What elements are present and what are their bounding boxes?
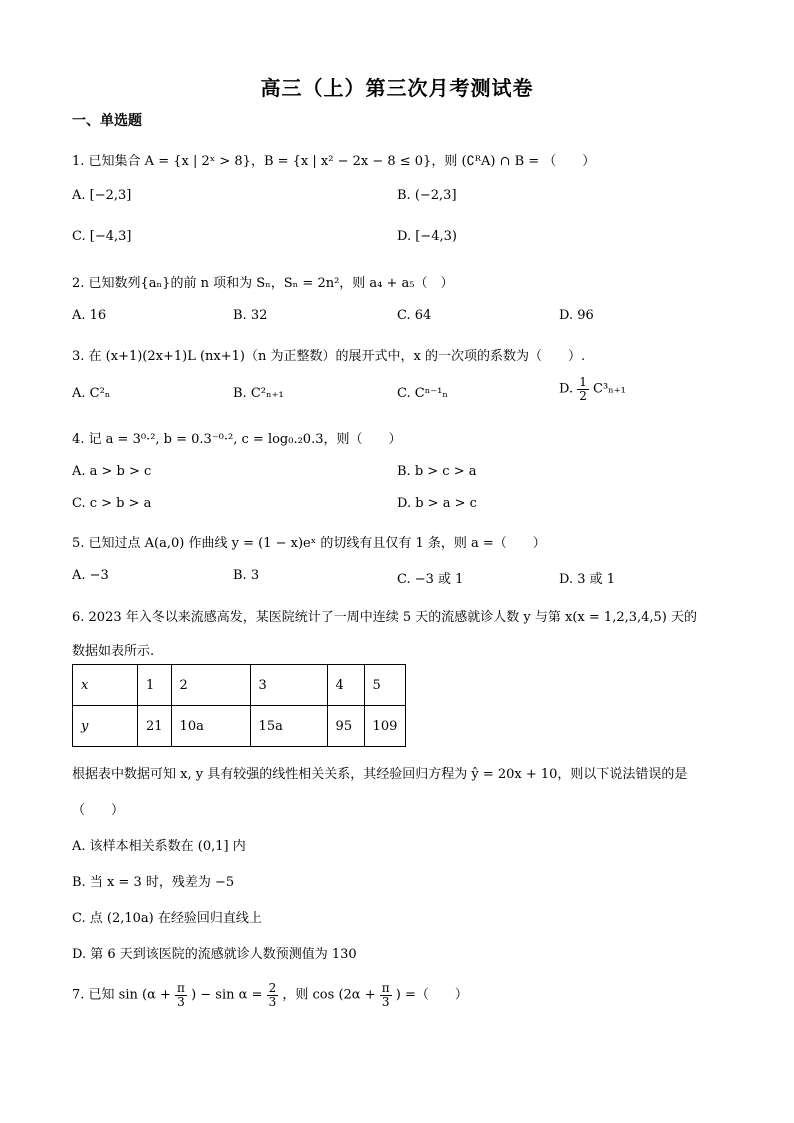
table-cell: x [73,665,138,706]
q7-prefix: 7. 已知 sin [72,987,138,1003]
question-5-option-b: B. 3 [233,568,260,583]
fraction-denominator: 2 [579,388,587,403]
q7-part3: ，则 cos [282,987,335,1003]
question-3-text: 3. 在 (x+1)(2x+1)L (nx+1)（n 为正整数）的展开式中，x 的一次项的系数为（ ）. [72,349,586,364]
q7-part2: ) − sin α = [191,987,263,1003]
table-row [73,706,406,747]
question-1-option-d: D. [−4,3) [397,229,457,244]
fraction-numerator: π [381,981,390,995]
question-6-text-line2: 数据如表所示. [72,644,155,659]
fraction-numerator: π [177,981,185,995]
question-3-option-c: C. Cⁿ⁻¹ₙ [397,386,449,401]
q7-part4: (2α + [338,987,376,1003]
question-2-option-b: B. 32 [233,308,268,323]
table-cell: 15a [250,706,327,747]
fraction-denominator: 3 [177,994,185,1009]
fraction-pi-over-3 [380,982,392,1008]
question-4-option-a: A. a > b > c [72,464,152,479]
table-cell: 21 [138,706,172,747]
page-title: 高三（上）第三次月考测试卷 [260,76,534,100]
question-6-option-d: D. 第 6 天到该医院的流感就诊人数预测值为 130 [72,947,357,962]
question-1-option-b: B. (−2,3] [397,188,457,203]
question-3-option-b: B. C²ₙ₊₁ [233,386,284,401]
fraction-half [577,376,589,402]
question-7-text [72,982,468,1008]
question-4-text: 4. 记 a = 3⁰·², b = 0.3⁻⁰·², c = log₀.₂0.3，则（ ） [72,432,402,447]
section-heading: 一、单选题 [72,113,142,129]
table-row [73,665,406,706]
question-6-text-line4: （ ） [72,803,125,818]
question-1-text: 1. 已知集合 A = {x | 2ˣ > 8}，B = {x | x² − 2x − 8 ≤ 0}，则 (∁ᴿA) ∩ B = （ ） [72,154,596,169]
table-cell: 10a [171,706,250,747]
question-3-option-d [559,376,626,402]
table-cell: 2 [171,665,250,706]
q7-part1: (α + [142,987,171,1003]
question-6-text-line1: 6. 2023 年入冬以来流感高发，某医院统计了一周中连续 5 天的流感就诊人数 y 与第 x(x = 1,2,3,4,5) 天的 [72,610,698,625]
question-6-option-c: C. 点 (2,10a) 在经验回归直线上 [72,911,262,926]
option-d-label: D. [559,381,574,397]
question-2-option-c: C. 64 [397,308,432,323]
fraction-numerator: 2 [268,981,277,995]
fraction-denominator: 3 [381,994,390,1009]
combination-term: C³ₙ₊₁ [593,381,626,397]
data-table [72,664,406,747]
question-4-option-c: C. c > b > a [72,496,152,511]
question-6-text-line3: 根据表中数据可知 x, y 具有较强的线性相关关系，其经验回归方程为 ŷ = 20x + 10，则以下说法错误的是 [72,767,688,782]
fraction-pi-over-3 [175,982,187,1008]
q7-part5: ) =（ ） [395,987,468,1003]
question-5-option-d: D. 3 或 1 [559,572,616,587]
fraction-numerator: 1 [579,375,587,389]
table-cell: 5 [364,665,406,706]
question-5-option-a: A. −3 [72,568,109,583]
question-6-option-a: A. 该样本相关系数在 (0,1] 内 [72,839,246,854]
question-4-option-d: D. b > a > c [397,496,477,511]
fraction-denominator: 3 [268,994,277,1009]
table-cell: 95 [327,706,364,747]
question-5-text: 5. 已知过点 A(a,0) 作曲线 y = (1 − x)eˣ 的切线有且仅有 1 条，则 a =（ ） [72,536,546,551]
question-5-option-c: C. −3 或 1 [397,572,464,587]
question-2-text: 2. 已知数列{aₙ}的前 n 项和为 Sₙ，Sₙ = 2n²，则 a₄ + a₅（ ） [72,276,454,291]
question-2-option-a: A. 16 [72,308,107,323]
question-4-option-b: B. b > c > a [397,464,477,479]
fraction-two-thirds [267,982,279,1008]
table-cell: 1 [138,665,172,706]
question-3-option-a: A. C²ₙ [72,386,111,401]
table-cell: 3 [250,665,327,706]
table-cell: 4 [327,665,364,706]
table-cell: 109 [364,706,406,747]
question-1-option-c: C. [−4,3] [72,229,132,244]
question-6-option-b: B. 当 x = 3 时，残差为 −5 [72,875,235,890]
table-cell: y [73,706,138,747]
question-2-option-d: D. 96 [559,308,594,323]
question-1-option-a: A. [−2,3] [72,188,132,203]
